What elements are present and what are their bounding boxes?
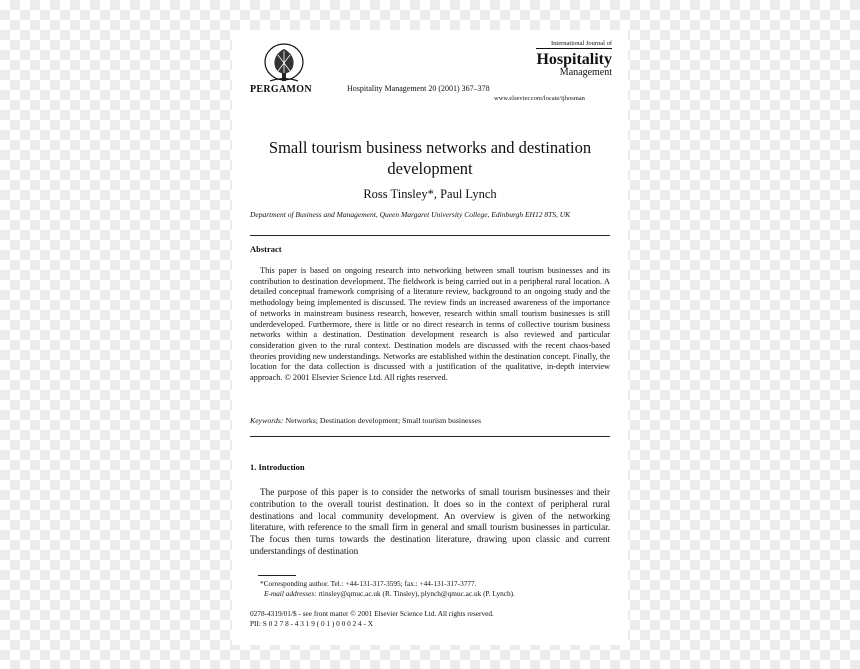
paper-page — [232, 30, 628, 645]
journal-reference: Hospitality Management 20 (2001) 367–378 — [347, 84, 490, 93]
email-note — [250, 589, 624, 598]
email-label: E-mail addresses: — [264, 589, 317, 598]
keywords-text: Networks; Destination development; Small tourism businesses — [285, 416, 482, 425]
journal-url: www.elsevier.com/locate/ijhosman — [494, 95, 585, 102]
journal-masthead-subtitle: Management — [559, 67, 612, 78]
corresponding-author-note: *Corresponding author. Tel.: +44-131-317-3595; fax.: +44-131-317-3777. — [260, 579, 477, 588]
introduction-text: The purpose of this paper is to consider the networks of small tourism businesses and their contribution to the overall tourist destination. It does so in the context of peripheral rural destinations and local community development. An overview is given of the networking literature, with reference to the small firm in general and small tourism businesses in particular. The focus then turns towards the destination literature, drawing upon classic and current understandings of destination — [250, 487, 610, 556]
publisher-name: PERGAMON — [250, 84, 312, 95]
introduction-heading: 1. Introduction — [250, 462, 305, 472]
issn-line: 0278-4319/01/$ - see front matter © 2001 Elsevier Science Ltd. All rights reserved. — [250, 609, 494, 618]
divider — [250, 436, 610, 437]
keywords-line — [250, 416, 481, 425]
pii-line: PII: S 0 2 7 8 - 4 3 1 9 ( 0 1 ) 0 0 0 2 4 - X — [250, 619, 374, 628]
journal-masthead-top: International Journal of — [536, 40, 612, 49]
journal-masthead-title: Hospitality — [536, 51, 612, 68]
divider — [250, 235, 610, 236]
article-authors: Ross Tinsley*, Paul Lynch — [363, 187, 497, 201]
author-affiliation: Department of Business and Management, Queen Margaret University College, Edinburgh EH12 8TS, UK — [250, 210, 571, 219]
keywords-label: Keywords: — [250, 416, 284, 425]
abstract-text: This paper is based on ongoing research into networking between small tourism businesses and its contribution to destination development. The fieldwork is being carried out in a peripheral rural location. A detailed conceptual framework comprising of a literature review, background to an ongoing study and the methodology being implemented is discussed. The review finds an increased awareness of the importance of networks in mainstream business research, however, research within small tourism businesses is still underdeveloped. Furthermore, there is little or no direct research in terms of collective tourism business networks within a destination. Destination development research is also reviewed and particular consideration given to the rural context. Destination models are discussed with the recent chaos-based theories providing new understandings. Networks are established within the destination concept. Finally, the location for the data collection is discussed with a justification of the qualitative, in-depth interview approach. © 2001 Elsevier Science Ltd. All rights reserved. — [250, 266, 610, 383]
article-title: Small tourism business networks and destination development — [268, 138, 592, 178]
abstract-heading: Abstract — [250, 244, 282, 254]
footnote-divider — [258, 575, 296, 576]
journal-masthead — [536, 40, 612, 78]
email-addresses: rtinsley@qmuc.ac.uk (R. Tinsley), plynch@qmuc.ac.uk (P. Lynch). — [318, 589, 515, 598]
